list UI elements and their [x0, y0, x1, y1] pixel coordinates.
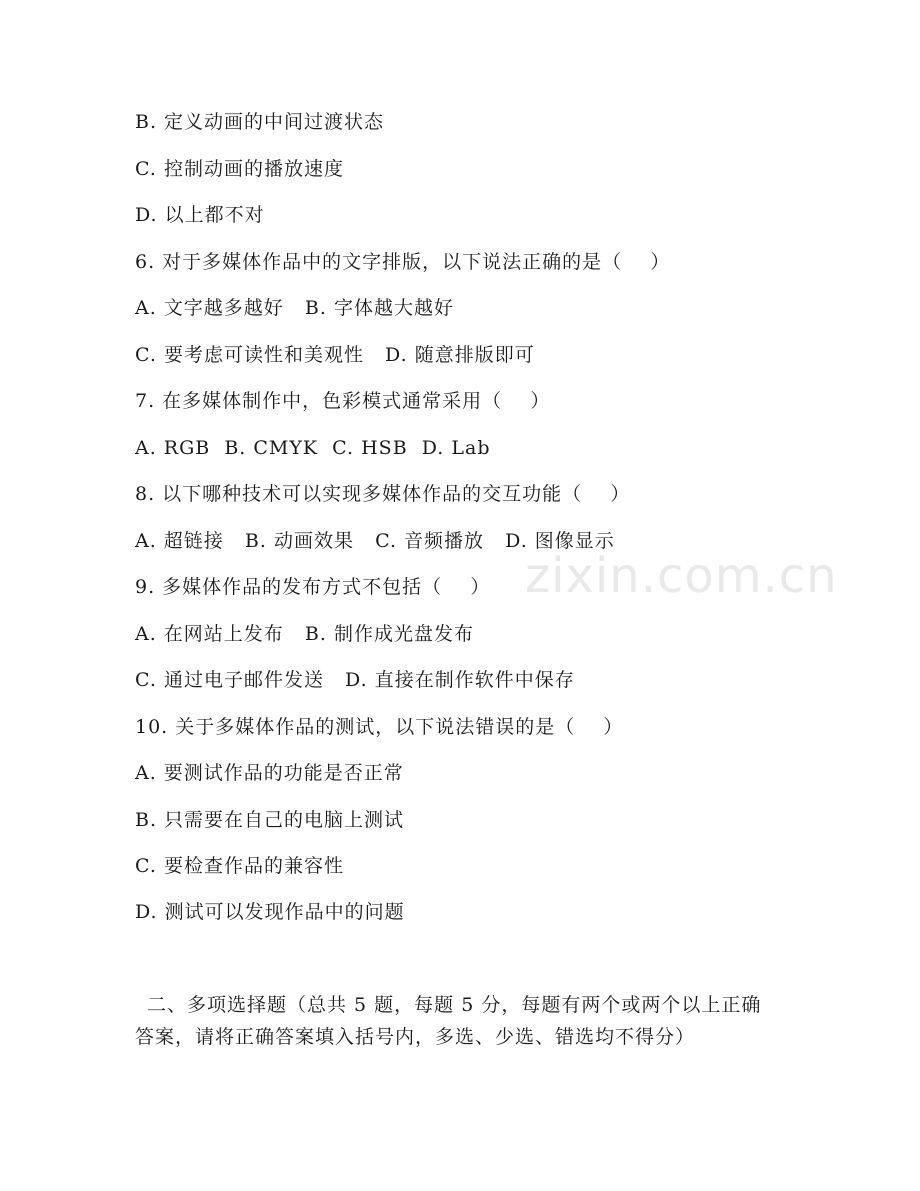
- section-heading-line-2: 答案，请将正确答案填入括号内，多选、少选、错选均不得分）: [135, 1026, 696, 1048]
- options-cd-q6: C. 要考虑可读性和美观性 D. 随意排版即可: [135, 344, 535, 366]
- options-ab-q9: A. 在网站上发布 B. 制作成光盘发布: [135, 623, 474, 645]
- section-heading-line-1: 二、多项选择题（总共 5 题，每题 5 分，每题有两个或两个以上正确: [147, 994, 762, 1016]
- option-b-q5: B. 定义动画的中间过渡状态: [135, 111, 385, 133]
- question-10: 10. 关于多媒体作品的测试，以下说法错误的是（ ）: [135, 716, 624, 738]
- option-c-q5: C. 控制动画的播放速度: [135, 158, 344, 180]
- options-q8: A. 超链接 B. 动画效果 C. 音频播放 D. 图像显示: [135, 530, 615, 552]
- question-9: 9. 多媒体作品的发布方式不包括（ ）: [135, 576, 491, 598]
- question-7: 7. 在多媒体制作中，色彩模式通常采用（ ）: [135, 390, 551, 412]
- section-heading-multiple-choice: [135, 989, 785, 1053]
- watermark: zixin.com.cn: [525, 548, 838, 604]
- option-d-q10: D. 测试可以发现作品中的问题: [135, 901, 405, 923]
- options-ab-q6: A. 文字越多越好 B. 字体越大越好: [135, 297, 454, 319]
- option-d-q5: D. 以上都不对: [135, 204, 265, 226]
- question-8: 8. 以下哪种技术可以实现多媒体作品的交互功能（ ）: [135, 483, 631, 505]
- option-c-q10: C. 要检查作品的兼容性: [135, 855, 344, 877]
- option-a-q10: A. 要测试作品的功能是否正常: [135, 762, 404, 784]
- option-b-q10: B. 只需要在自己的电脑上测试: [135, 809, 405, 831]
- options-cd-q9: C. 通过电子邮件发送 D. 直接在制作软件中保存: [135, 669, 575, 691]
- question-6: 6. 对于多媒体作品中的文字排版，以下说法正确的是（ ）: [135, 251, 671, 273]
- options-q7: A. RGB B. CMYK C. HSB D. Lab: [135, 437, 491, 459]
